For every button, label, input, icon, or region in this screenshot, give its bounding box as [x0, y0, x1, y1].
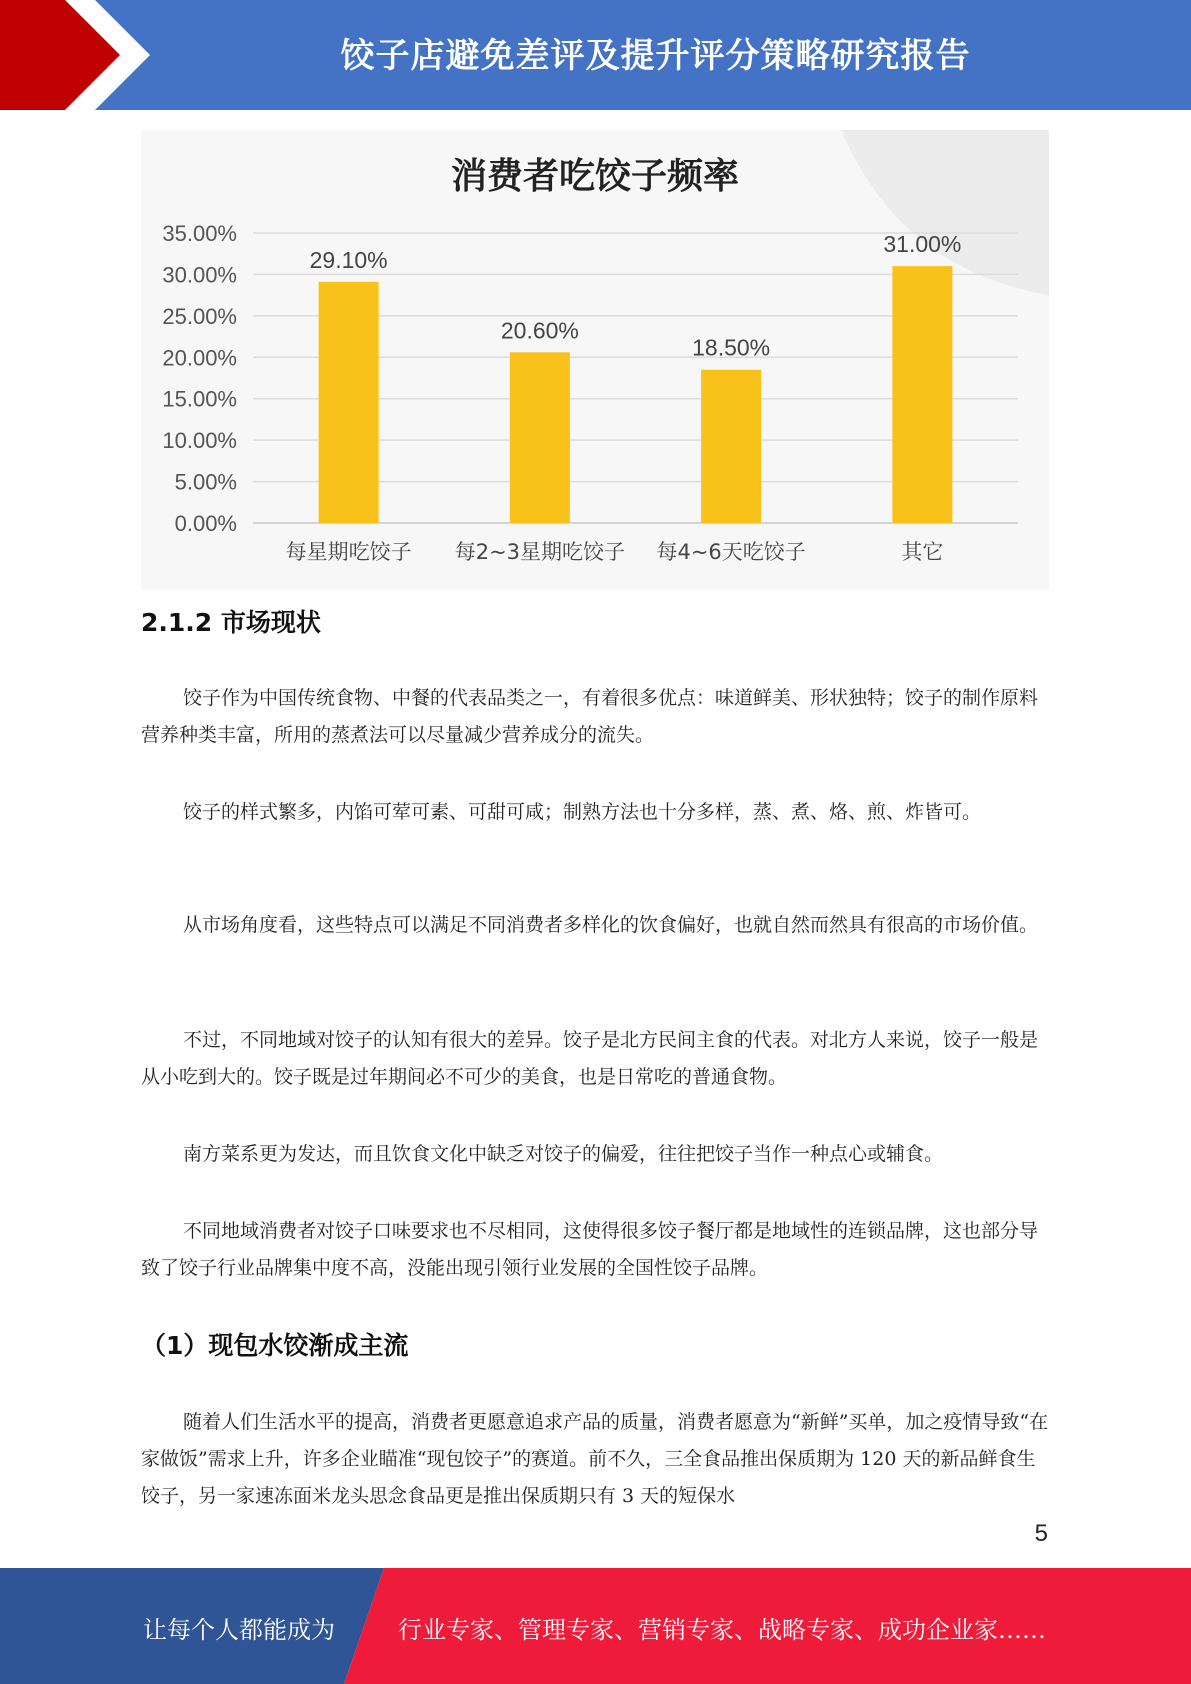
- paragraph-6: 不同地域消费者对饺子口味要求也不尽相同，这使得很多饺子餐厅都是地域性的连锁品牌，这也部分导致了饺子行业品牌集中度不高，没能出现引领行业发展的全国性饺子品牌。: [141, 1220, 1039, 1279]
- y-tick-label: 10.00%: [162, 428, 237, 454]
- paragraph-2: 饺子的样式繁多，内馅可荤可素、可甜可咸；制熟方法也十分多样，蒸、煮、烙、煎、炸皆可。: [183, 801, 982, 823]
- bar: [892, 266, 952, 523]
- y-tick-label: 35.00%: [162, 221, 237, 246]
- page-footer: [0, 1568, 1191, 1684]
- y-tick-label: 25.00%: [162, 303, 237, 329]
- data-label: 29.10%: [309, 246, 388, 273]
- paragraph-7: 随着人们生活水平的提高，消费者更愿意追求产品的质量，消费者愿意为“新鲜”买单，加之疫情导致“在家做饭”需求上升，许多企业瞄准“现包饺子”的赛道。前不久，三全食品推出保质期为 120 天的新品鲜食生饺子，另一家速冻面米龙头思念食品更是推出保质期只有 3 天的短保水: [141, 1411, 1049, 1507]
- x-tick-label: 每2~3星期吃饺子: [454, 540, 626, 564]
- y-tick-label: 5.00%: [174, 469, 237, 495]
- paragraph-1: 饺子作为中国传统食物、中餐的代表品类之一，有着很多优点：味道鲜美、形状独特；饺子的制作原料营养种类丰富，所用的蒸煮法可以尽量减少营养成分的流失。: [141, 687, 1039, 746]
- x-tick-label: 其它: [901, 540, 944, 564]
- bar: [701, 370, 761, 523]
- data-label: 18.50%: [692, 334, 771, 361]
- chart-x-ticks: [286, 540, 944, 564]
- section-heading-2-1-2: 2.1.2 市场现状: [141, 608, 321, 637]
- bar: [319, 282, 379, 523]
- paragraph-3: 从市场角度看，这些特点可以满足不同消费者多样化的饮食偏好，也就自然而然具有很高的市场价值。: [183, 914, 1039, 936]
- footer-slogan-left: 让每个人都能成为: [143, 1616, 335, 1644]
- report-title: 饺子店避免差评及提升评分策略研究报告: [340, 36, 971, 76]
- frequency-chart: [141, 130, 1049, 590]
- header-chevron-decoration: [0, 0, 160, 110]
- section-heading-1: （1）现包水饺渐成主流: [141, 1331, 409, 1360]
- page-header: [0, 0, 1191, 110]
- data-label: 31.00%: [883, 231, 962, 258]
- y-tick-label: 0.00%: [174, 511, 237, 536]
- x-tick-label: 每4~6天吃饺子: [656, 540, 806, 564]
- chart-title: 消费者吃饺子频率: [450, 155, 740, 197]
- y-tick-label: 30.00%: [162, 262, 237, 288]
- y-tick-label: 20.00%: [162, 345, 237, 371]
- bar: [510, 352, 570, 523]
- data-label: 20.60%: [500, 317, 579, 344]
- x-tick-label: 每星期吃饺子: [285, 540, 412, 564]
- chart-data-labels: [310, 231, 962, 361]
- chart-bars: [319, 266, 953, 523]
- chart-svg: [141, 130, 1049, 590]
- paragraph-5: 南方菜系更为发达，而且饮食文化中缺乏对饺子的偏爱，往往把饺子当作一种点心或辅食。: [183, 1143, 944, 1165]
- y-tick-label: 15.00%: [162, 386, 237, 412]
- paragraph-4: 不过，不同地域对饺子的认知有很大的差异。饺子是北方民间主食的代表。对北方人来说，饺子一般是从小吃到大的。饺子既是过年期间必不可少的美食，也是日常吃的普通食物。: [141, 1029, 1039, 1088]
- chart-y-ticks: [162, 221, 237, 536]
- footer-slogan-right: 行业专家、管理专家、营销专家、战略专家、成功企业家……: [398, 1616, 1046, 1644]
- page-number: 5: [1034, 1520, 1048, 1547]
